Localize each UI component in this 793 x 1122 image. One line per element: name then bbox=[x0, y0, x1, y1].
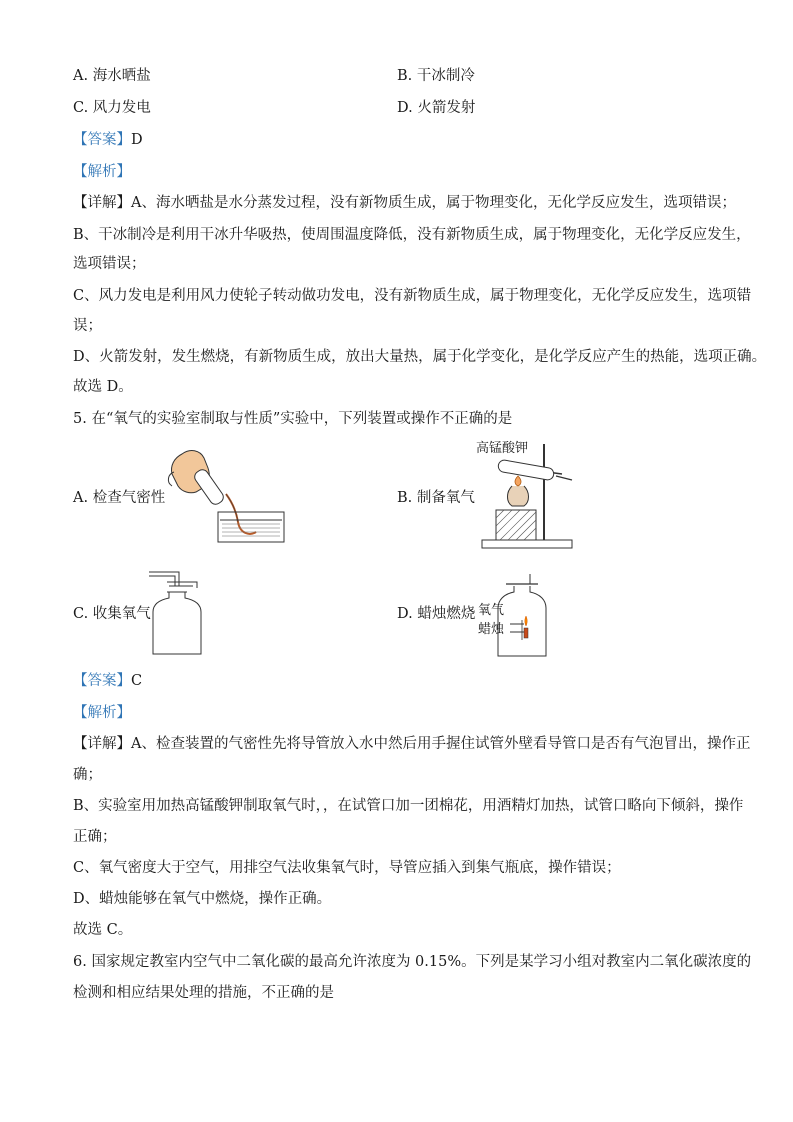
answer-value: C bbox=[131, 673, 143, 689]
q5-detail-line: 故选 C。 bbox=[73, 922, 133, 938]
q4-detail-line: C、风力发电是利用风力使轮子转动做功发电，没有新物质生成，属于物理变化，无化学反应发生，选项错 bbox=[73, 288, 752, 304]
q5-detail-line: D、蜡烛能够在氧气中燃烧，操作正确。 bbox=[73, 891, 332, 907]
detail-tag: 【详解】 bbox=[73, 736, 131, 752]
q4-detail-line bbox=[73, 193, 736, 213]
q4-option-d: D. 火箭发射 bbox=[397, 100, 476, 116]
answer-tag: 【答案】 bbox=[73, 132, 131, 148]
q4-option-a: A. 海水晒盐 bbox=[73, 68, 151, 84]
q4-analysis-tag: 【解析】 bbox=[73, 164, 131, 180]
q4-answer bbox=[73, 130, 143, 150]
q4-detail-line: B、干冰制冷是利用干冰升华吸热，使周围温度降低，没有新物质生成，属于物理变化，无化学反应发生， bbox=[73, 227, 751, 243]
q6-stem-line: 6. 国家规定教室内空气中二氧化碳的最高允许浓度为 0.15%。下列是某学习小组对教室内二氧化碳浓度的 bbox=[73, 954, 752, 970]
detail-tag: 【详解】 bbox=[73, 195, 131, 211]
gas-collection-figure bbox=[145, 568, 205, 658]
q5-option-c: C. 收集氧气 bbox=[73, 606, 151, 622]
q4-detail-line: 误； bbox=[73, 318, 102, 334]
answer-value: D bbox=[131, 132, 143, 148]
q5-analysis-tag: 【解析】 bbox=[73, 705, 131, 721]
q5-stem: 5. 在“氧气的实验室制取与性质”实验中，下列装置或操作不正确的是 bbox=[73, 411, 513, 427]
q4-option-c: C. 风力发电 bbox=[73, 100, 151, 116]
q5-answer bbox=[73, 671, 142, 691]
q5-option-a: A. 检查气密性 bbox=[73, 490, 166, 506]
candle-label: 蜡烛 bbox=[478, 622, 505, 637]
detail-text: A、检查装置的气密性先将导管放入水中然后用手握住试管外壁看导管口是否有气泡冒出，操作正 bbox=[131, 736, 751, 752]
oxygen-preparation-figure bbox=[472, 440, 582, 552]
q4-detail-line: 故选 D。 bbox=[73, 379, 133, 395]
q5-option-d: D. 蜡烛燃烧 bbox=[397, 606, 476, 622]
airtightness-check-figure bbox=[160, 448, 290, 548]
q5-detail-line: 正确； bbox=[73, 829, 117, 845]
q5-detail-line: B、实验室用加热高锰酸钾制取氧气时，，在试管口加一团棉花，用酒精灯加热，试管口略向下倾斜，操作 bbox=[73, 798, 744, 814]
q6-stem-line: 检测和相应结果处理的措施，不正确的是 bbox=[73, 985, 334, 1001]
oxygen-label: 氧气 bbox=[478, 603, 505, 618]
q4-detail-line: 选项错误； bbox=[73, 256, 146, 272]
detail-text: A、海水晒盐是水分蒸发过程，没有新物质生成，属于物理变化，无化学反应发生，选项错误； bbox=[131, 195, 736, 211]
answer-tag: 【答案】 bbox=[73, 673, 131, 689]
q5-detail-line bbox=[73, 734, 750, 754]
q4-detail-line: D、火箭发射，发生燃烧，有新物质生成，放出大量热，属于化学变化，是化学反应产生的热能，选项正确。 bbox=[73, 349, 767, 365]
q5-detail-line: C、氧气密度大于空气，用排空气法收集氧气时，导管应插入到集气瓶底，操作错误； bbox=[73, 860, 621, 876]
q4-option-b: B. 干冰制冷 bbox=[397, 68, 475, 84]
kmno4-label: 高锰酸钾 bbox=[476, 441, 529, 456]
q5-option-b: B. 制备氧气 bbox=[397, 490, 475, 506]
q5-detail-line: 确； bbox=[73, 767, 102, 783]
